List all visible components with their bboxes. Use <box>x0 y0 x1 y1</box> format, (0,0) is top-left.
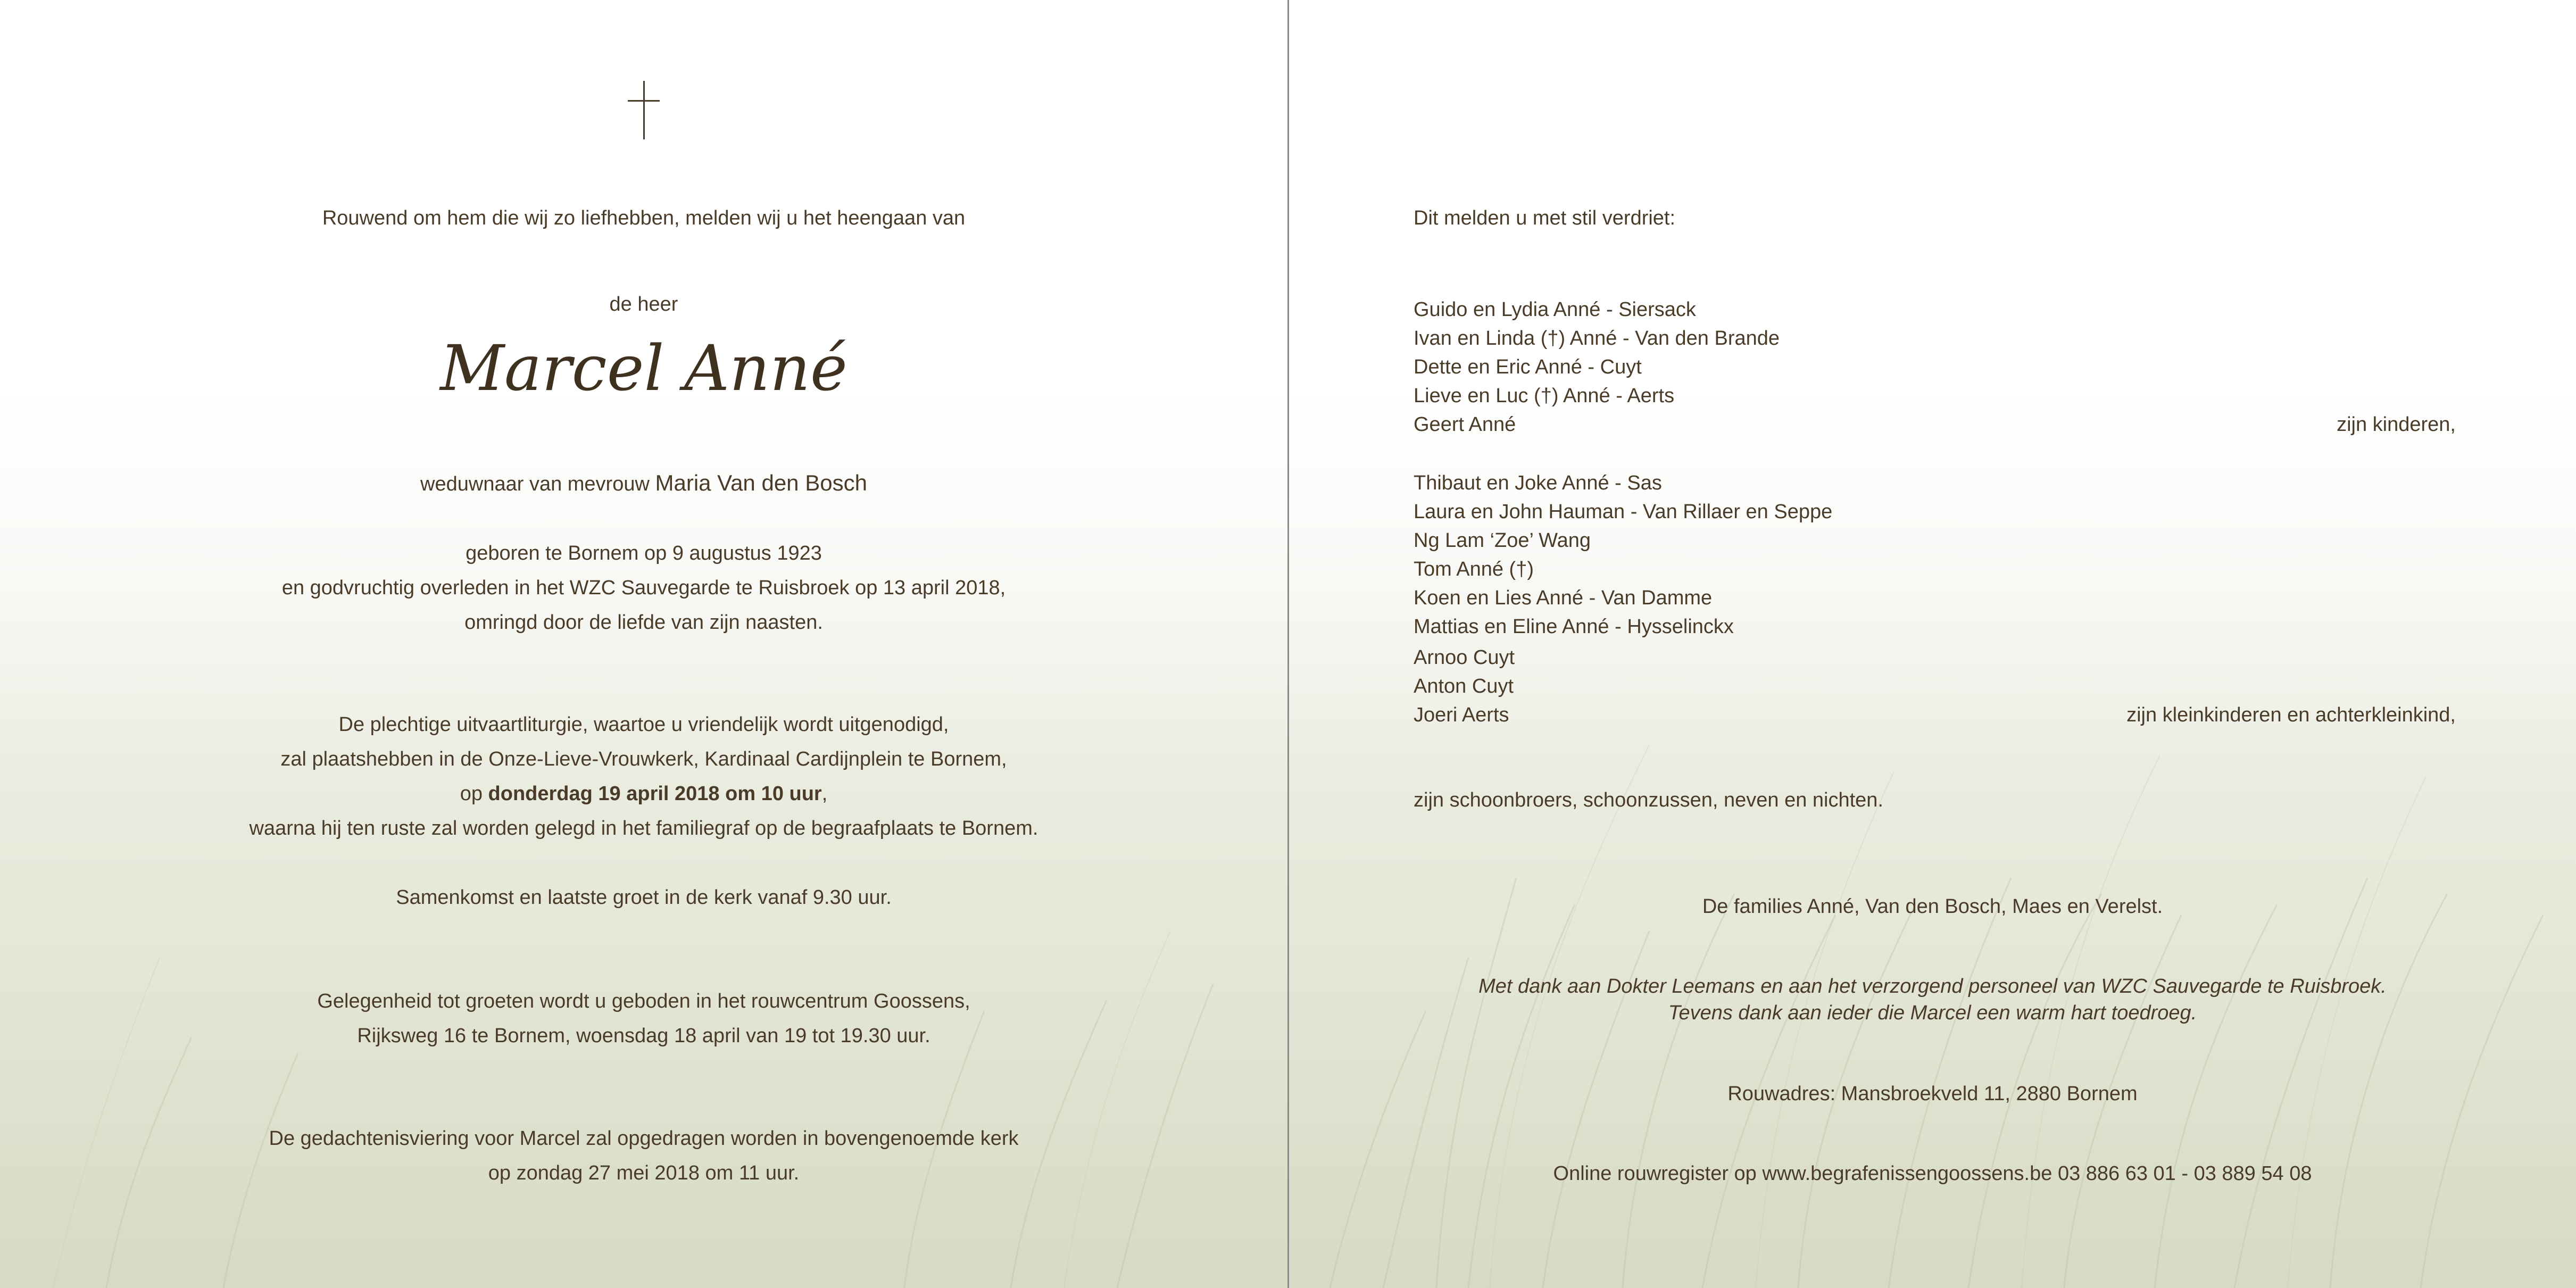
child-row: Geert Anné <box>1414 413 1516 436</box>
liturgy-date: donderdag 19 april 2018 om 10 uur <box>488 783 822 805</box>
grandchild-row: Laura en John Hauman - Van Rillaer en Seppe <box>1414 501 1833 523</box>
surrounded-line: omringd door de liefde van zijn naasten. <box>464 611 823 634</box>
gathering-line: Samenkomst en laatste groet in de kerk vanaf 9.30 uur. <box>396 886 892 909</box>
grandchild-row: Koen en Lies Anné - Van Damme <box>1414 587 1713 609</box>
right-page <box>1289 0 2576 1288</box>
children-label: zijn kinderen, <box>2337 413 2456 436</box>
registry-line: Online rouwregister op www.begrafenissengoossens.be 03 886 63 01 - 03 889 54 08 <box>1553 1162 2312 1185</box>
liturgy-line-2: zal plaatshebben in de Onze-Lieve-Vrouwkerk, Kardinaal Cardijnplein te Bornem, <box>280 748 1007 770</box>
grandchild-row: Tom Anné (†) <box>1414 558 1534 580</box>
widower-name: Maria Van den Bosch <box>655 470 867 495</box>
greeting-line-2: Rijksweg 16 te Bornem, woensdag 18 april van 19 tot 19.30 uur. <box>357 1025 930 1047</box>
thanks-line-1: Met dank aan Dokter Leemans en aan het verzorgend personeel van WZC Sauvegarde te Ruisbroek. <box>1478 975 2387 998</box>
child-row: Ivan en Linda (†) Anné - Van den Brande <box>1414 327 1780 350</box>
widower-line <box>0 466 1287 501</box>
liturgy-date-suffix: , <box>821 783 828 805</box>
grandchild-row: Thibaut en Joke Anné - Sas <box>1414 472 1662 494</box>
liturgy-date-prefix: op <box>460 783 488 805</box>
child-row: Guido en Lydia Anné - Siersack <box>1414 298 1696 321</box>
child-row: Lieve en Luc (†) Anné - Aerts <box>1414 385 1675 407</box>
liturgy-line-1: De plechtige uitvaartliturgie, waartoe u vriendelijk wordt uitgenodigd, <box>338 713 949 736</box>
deceased-name: Marcel Anné <box>440 331 847 405</box>
child-row: Dette en Eric Anné - Cuyt <box>1414 356 1642 378</box>
families-line: De families Anné, Van den Bosch, Maes en Verelst. <box>1702 895 2163 918</box>
cross-icon <box>628 81 660 139</box>
right-intro: Dit melden u met stil verdriet: <box>1414 207 1676 229</box>
grandchild-row: Mattias en Eline Anné - Hysselinckx <box>1414 616 1734 638</box>
memorial-line-1: De gedachtenisviering voor Marcel zal opgedragen worden in bovengenoemde kerk <box>269 1127 1019 1150</box>
liturgy-line-4: waarna hij ten ruste zal worden gelegd in het familiegraf op de begraafplaats te Bornem. <box>249 817 1038 840</box>
grandchild-row: Joeri Aerts <box>1414 704 1509 726</box>
intro-text: Rouwend om hem die wij zo liefhebben, melden wij u het heengaan van <box>322 207 966 229</box>
widower-prefix: weduwnaar van mevrouw <box>420 473 655 495</box>
liturgy-line-3 <box>0 777 1287 811</box>
grandchild-row: Anton Cuyt <box>1414 675 1514 697</box>
address-line: Rouwadres: Mansbroekveld 11, 2880 Bornem <box>1727 1083 2138 1105</box>
title-prefix: de heer <box>609 293 678 315</box>
thanks-line-2: Tevens dank aan ieder die Marcel een warm hart toedroeg. <box>1668 1002 2197 1024</box>
grandchildren-label: zijn kleinkinderen en achterkleinkind, <box>2126 704 2456 726</box>
grandchild-row: Ng Lam ‘Zoe’ Wang <box>1414 529 1591 552</box>
death-line: en godvruchtig overleden in het WZC Sauvegarde te Ruisbroek op 13 april 2018, <box>281 577 1006 599</box>
grandchild-row: Arnoo Cuyt <box>1414 646 1515 669</box>
greeting-line-1: Gelegenheid tot groeten wordt u geboden in het rouwcentrum Goossens, <box>317 990 970 1012</box>
in-laws-line: zijn schoonbroers, schoonzussen, neven en nichten. <box>1414 789 1883 811</box>
memorial-line-2: op zondag 27 mei 2018 om 11 uur. <box>488 1162 800 1184</box>
birth-line: geboren te Bornem op 9 augustus 1923 <box>466 542 822 564</box>
left-page <box>0 0 1287 1288</box>
